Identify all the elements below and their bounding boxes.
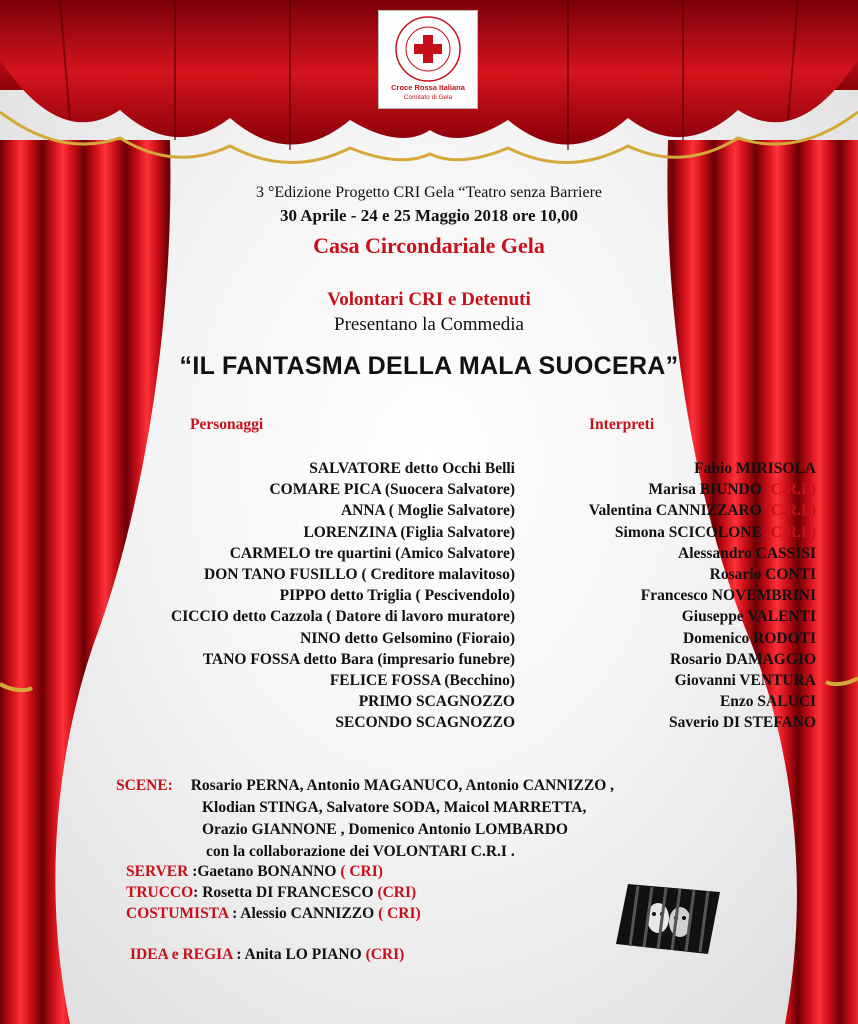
costumista-credit <box>126 905 421 923</box>
dates-line: 30 Aprile - 24 e 25 Maggio 2018 ore 10,00 <box>279 206 579 225</box>
character-name: SALVATORE detto Occhi Belli <box>309 460 515 477</box>
server-value: :Gaetano BONANNO <box>188 863 341 880</box>
actor-entry <box>589 691 816 712</box>
cri-tag: (C.R.I.) <box>765 481 816 499</box>
actor-entry <box>589 500 816 521</box>
actor-name: Giovanni VENTURA <box>674 671 816 689</box>
actor-name: Giuseppe VALENTI <box>681 608 816 626</box>
characters-heading: Personaggi <box>190 416 264 433</box>
scene-line-2: Klodian STINGA, Salvatore SODA, Maicol MARRETTA, <box>202 799 587 816</box>
comedy-title: “IL FANTASMA DELLA MALA SUOCERA” <box>179 352 679 380</box>
presents-line: Presentano la Commedia <box>334 314 524 335</box>
actor-name: Saverio DI STEFANO <box>669 714 816 732</box>
edition-line: 3 °Edizione Progetto CRI Gela “Teatro senza Barriere <box>255 184 603 201</box>
actor-name: Domenico RODOTI <box>682 629 816 647</box>
actor-name: Marisa BIUNDO <box>648 481 766 499</box>
actor-name: Rosario DAMAGGIO <box>670 650 816 668</box>
cri-tag: (C.R.I.) <box>765 502 816 520</box>
actor-name: Rosario CONTI <box>709 565 816 583</box>
character-name: DON TANO FUSILLO ( Creditore malavitoso) <box>204 565 515 583</box>
idea-tag: (CRI) <box>365 946 405 963</box>
actor-entry <box>589 479 816 500</box>
actor-entry <box>589 670 816 691</box>
trucco-tag: (CRI) <box>377 884 417 901</box>
character-name: ANNA ( Moglie Salvatore) <box>340 502 515 520</box>
collaboration-line: con la collaborazione dei VOLONTARI C.R.I . <box>206 843 515 860</box>
actor-entry <box>589 712 816 733</box>
costumista-tag: ( CRI) <box>378 905 421 922</box>
actor-entry <box>589 522 816 543</box>
scene-credits <box>116 777 614 795</box>
actor-entry <box>589 606 816 627</box>
character-name: CARMELO tre quartini (Amico Salvatore) <box>229 544 515 562</box>
costumista-value: : Alessio CANNIZZO <box>228 905 379 922</box>
scene-line-3: Orazio GIANNONE , Domenico Antonio LOMBARDO <box>202 821 568 838</box>
actor-name: Fabio MIRISOLA <box>694 460 816 477</box>
costumista-label: COSTUMISTA <box>126 905 229 922</box>
character-name: PIPPO detto Triglia ( Pescivendolo) <box>279 587 515 605</box>
character-name: TANO FOSSA detto Bara (impresario funebre) <box>202 650 515 668</box>
logo-org-name: Croce Rossa Italiana <box>391 83 465 92</box>
actor-entry <box>589 585 816 606</box>
characters-list <box>171 458 515 733</box>
server-credit <box>126 863 383 881</box>
logo-committee: Comitato di Gela <box>403 94 453 101</box>
trucco-label: TRUCCO <box>126 884 194 901</box>
red-cross-logo <box>378 10 478 109</box>
character-name: LORENZINA (Figlia Salvatore) <box>303 523 515 541</box>
actor-entry <box>589 564 816 585</box>
presenters: Volontari CRI e Detenuti <box>327 289 531 310</box>
actor-name: Alessandro CASSISI <box>678 544 816 562</box>
venue: Casa Circondariale Gela <box>313 233 545 258</box>
server-label: SERVER <box>126 863 189 880</box>
server-tag: ( CRI) <box>340 863 383 880</box>
scene-line-1: Rosario PERNA, Antonio MAGANUCO, Antonio CANNIZZO , <box>190 777 615 794</box>
character-name: CICCIO detto Cazzola ( Datore di lavoro muratore) <box>171 608 515 626</box>
direction-credit <box>130 946 404 964</box>
actors-heading: Interpreti <box>589 416 655 433</box>
actor-entry <box>589 543 816 564</box>
trucco-credit <box>126 884 416 902</box>
actor-entry <box>589 649 816 670</box>
actor-entry <box>589 628 816 649</box>
theatre-masks-behind-bars-icon <box>612 878 724 958</box>
character-name: FELICE FOSSA (Becchino) <box>329 671 515 689</box>
trucco-value: : Rosetta DI FRANCESCO <box>193 884 378 901</box>
idea-value: : Anita LO PIANO <box>232 946 366 963</box>
character-name: COMARE PICA (Suocera Salvatore) <box>269 481 515 499</box>
character-name: SECONDO SCAGNOZZO <box>335 714 515 732</box>
actor-name: Francesco NOVEMBRINI <box>640 587 816 605</box>
actors-list <box>589 458 816 733</box>
actor-name: Valentina CANNIZZARO <box>588 502 766 520</box>
actor-entry <box>589 458 816 479</box>
idea-label: IDEA e REGIA <box>130 946 233 963</box>
scene-label: SCENE: <box>116 777 173 794</box>
actor-name: Enzo SALUCI <box>719 693 816 711</box>
character-name: NINO detto Gelsomino (Fioraio) <box>300 629 515 647</box>
character-name: PRIMO SCAGNOZZO <box>358 693 515 711</box>
cri-tag: (C.R.I.) <box>765 523 816 541</box>
actor-name: Simona SCICOLONE <box>614 523 766 541</box>
